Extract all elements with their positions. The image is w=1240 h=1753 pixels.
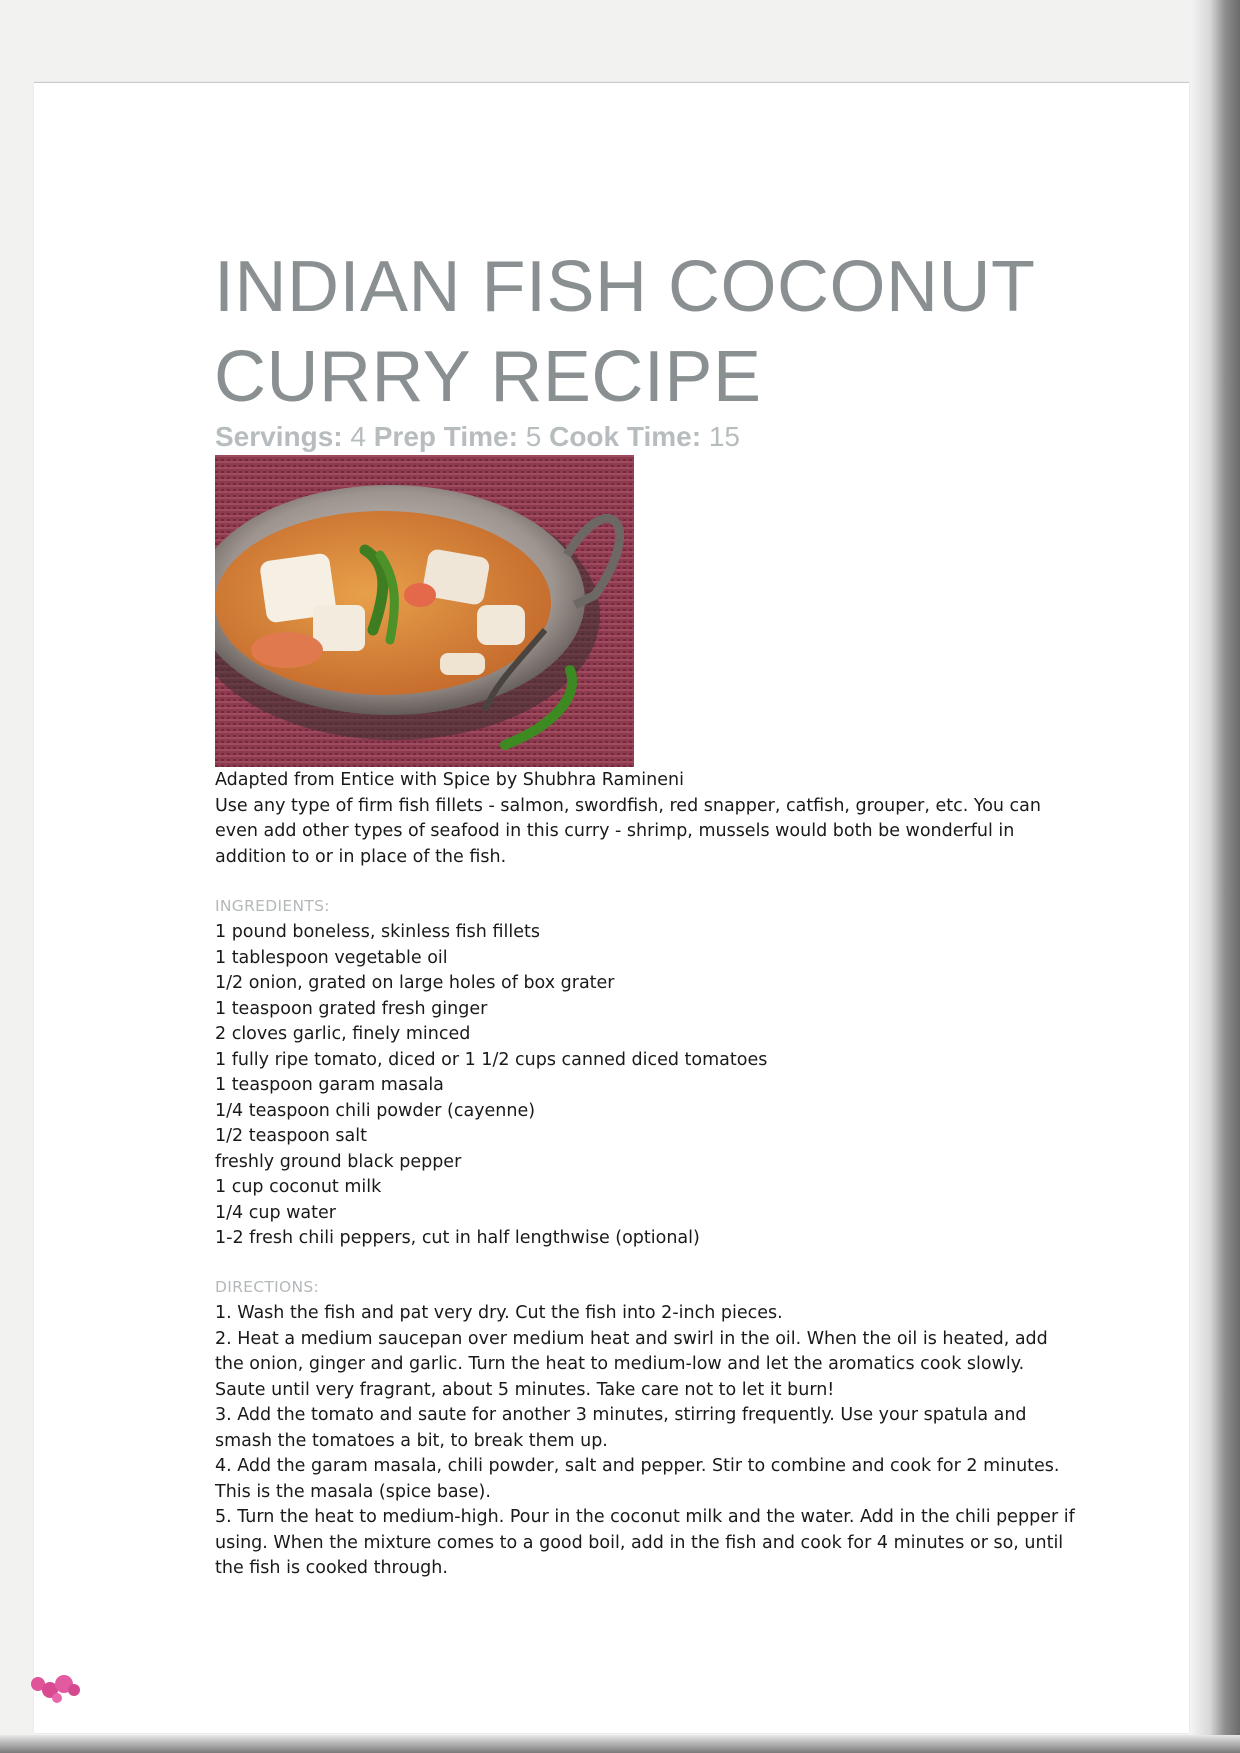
direction-step: 3. Add the tomato and saute for another 3 minutes, stirring frequently. Use your spatula and smash the tomatoes a bit, to break them up.	[215, 1405, 1027, 1451]
ingredient-item: 1 fully ripe tomato, diced or 1 1/2 cups canned diced tomatoes	[215, 1049, 768, 1070]
intro-text: Use any type of firm fish fillets - salmon, swordfish, red snapper, catfish, grouper, etc. You can even add other types of seafood in this curry - shrimp, mussels would both be wonderful in addition to or in place of the fish.	[215, 795, 1041, 867]
scan-shadow-bottom	[0, 1735, 1240, 1753]
direction-step: 5. Turn the heat to medium-high. Pour in the coconut milk and the water. Add in the chili pepper if using. When the mixture comes to a good boil, add in the fish and cook for 4 minutes or so, until the fish is cooked through.	[215, 1507, 1075, 1578]
ingredient-item: 1 cup coconut milk	[215, 1177, 382, 1197]
ingredient-item: 1 teaspoon grated fresh ginger	[215, 998, 488, 1019]
ingredient-item: 1/4 cup water	[215, 1202, 336, 1223]
ingredient-item: 1/2 onion, grated on large holes of box grater	[215, 973, 615, 993]
direction-step: 1. Wash the fish and pat very dry. Cut the fish into 2-inch pieces.	[215, 1303, 783, 1323]
ingredient-item: 1/2 teaspoon salt	[215, 1126, 367, 1146]
ingredient-item: 1 teaspoon garam masala	[215, 1075, 444, 1095]
servings-label: Servings:	[215, 421, 343, 452]
ingredient-item: 1 pound boneless, skinless fish fillets	[215, 922, 540, 942]
recipe-meta	[215, 420, 740, 454]
pink-stamp-mark	[24, 1668, 84, 1708]
scan-shadow-right	[1190, 0, 1240, 1753]
cook-time-value: 15	[708, 421, 740, 452]
prep-time-label: Prep Time:	[373, 421, 518, 452]
ingredient-item: 2 cloves garlic, finely minced	[215, 1024, 471, 1044]
directions-heading: DIRECTIONS:	[215, 1278, 320, 1296]
prep-time-value: 5	[525, 421, 542, 452]
ingredient-item: 1-2 fresh chili peppers, cut in half lengthwise (optional)	[215, 1228, 700, 1248]
ingredients-list	[215, 920, 1075, 1252]
ingredient-item: 1 tablespoon vegetable oil	[215, 947, 448, 968]
cook-time-label: Cook Time:	[549, 421, 702, 452]
servings-value: 4	[350, 421, 366, 452]
ingredients-heading: INGREDIENTS:	[215, 897, 330, 915]
attribution-text: Adapted from Entice with Spice by Shubhra Ramineni	[215, 770, 684, 790]
ingredient-item: 1/4 teaspoon chili powder (cayenne)	[215, 1100, 536, 1121]
recipe-title: INDIAN FISH COCONUT CURRY RECIPE	[214, 247, 1035, 417]
recipe-intro	[215, 768, 1075, 870]
ingredient-item: freshly ground black pepper	[215, 1151, 462, 1172]
curry-photo	[215, 455, 634, 767]
direction-step: 4. Add the garam masala, chili powder, salt and pepper. Stir to combine and cook for 2 minutes. This is the masala (spice base).	[215, 1456, 1060, 1502]
direction-step: 2. Heat a medium saucepan over medium heat and swirl in the oil. When the oil is heated, add the onion, ginger and garlic. Turn the heat to medium-low and let the aromatics cook slowly. Saute until very fragrant, about 5 minutes. Take care not to let it burn!	[215, 1328, 1048, 1400]
directions-list	[215, 1301, 1075, 1582]
